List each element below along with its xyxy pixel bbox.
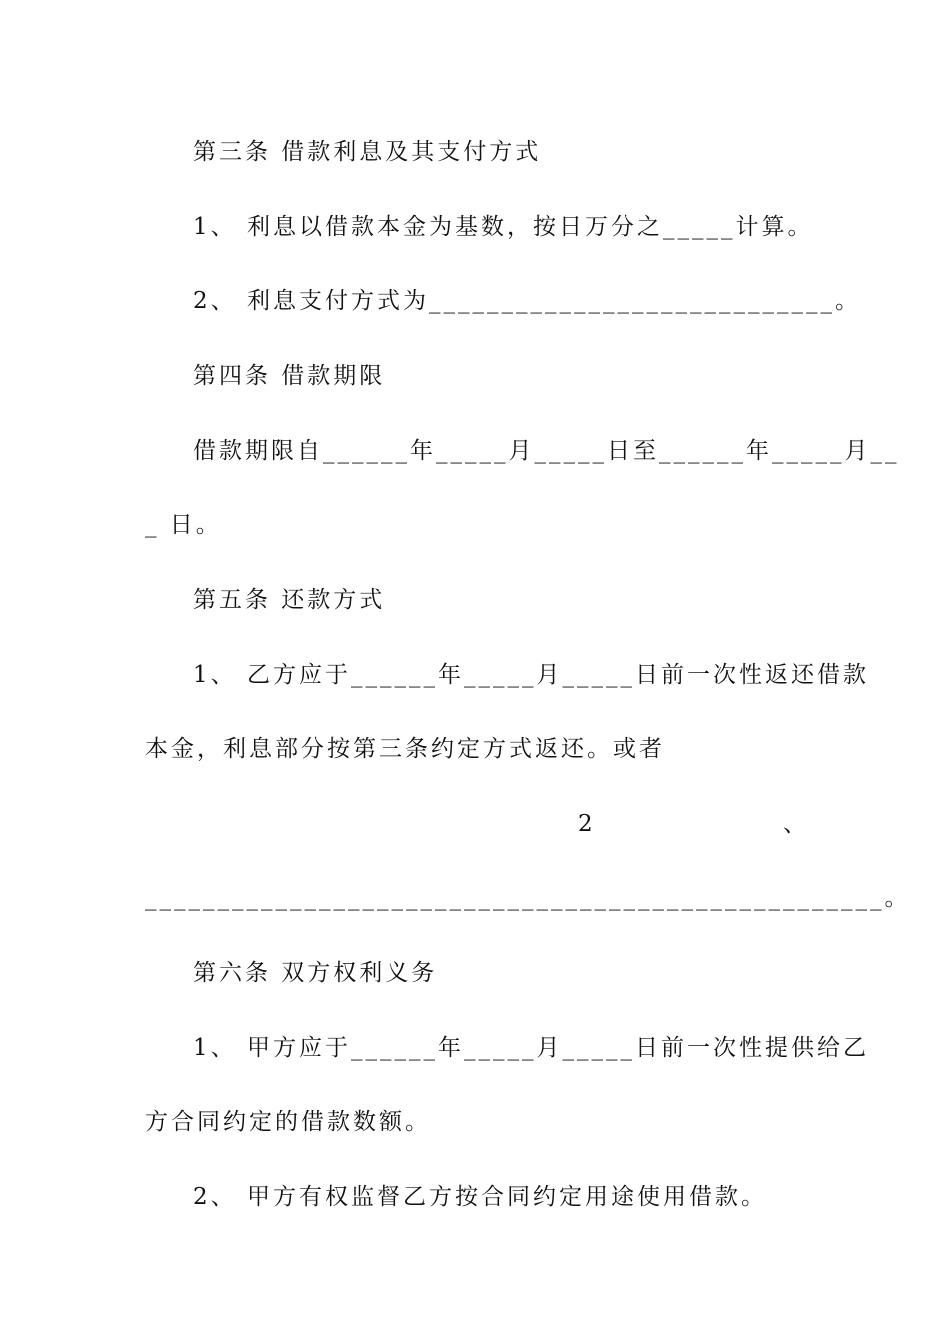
article-3-clause-2: 2、 利息支付方式为____________________________。 [193, 288, 861, 314]
article-5-clause-2-mark: 、 [783, 811, 809, 837]
article-5-clause-2-number: 2 [578, 811, 596, 837]
article-3-heading: 第三条 借款利息及其支付方式 [193, 139, 542, 165]
article-5-heading: 第五条 还款方式 [193, 587, 386, 613]
article-6-heading: 第六条 双方权利义务 [193, 960, 438, 986]
article-5-clause-1: 1、 乙方应于______年_____月_____日前一次性返还借款 [193, 662, 869, 688]
article-6-clause-1: 1、 甲方应于______年_____月_____日前一次性提供给乙 [193, 1035, 869, 1061]
article-5-clause-2-blank: ___________________________________________________。 [145, 885, 911, 911]
article-6-clause-2: 2、 甲方有权监督乙方按合同约定用途使用借款。 [193, 1184, 767, 1210]
article-4-term-line-cont: _ 日。 [145, 512, 222, 538]
article-4-term-line: 借款期限自______年_____月_____日至______年_____月__ [193, 438, 900, 464]
article-3-clause-1: 1、 利息以借款本金为基数，按日万分之_____计算。 [193, 214, 814, 240]
article-6-clause-1-cont: 方合同约定的借款数额。 [145, 1109, 431, 1135]
article-5-clause-1-cont: 本金，利息部分按第三条约定方式返还。或者 [145, 736, 665, 762]
article-4-heading: 第四条 借款期限 [193, 363, 386, 389]
